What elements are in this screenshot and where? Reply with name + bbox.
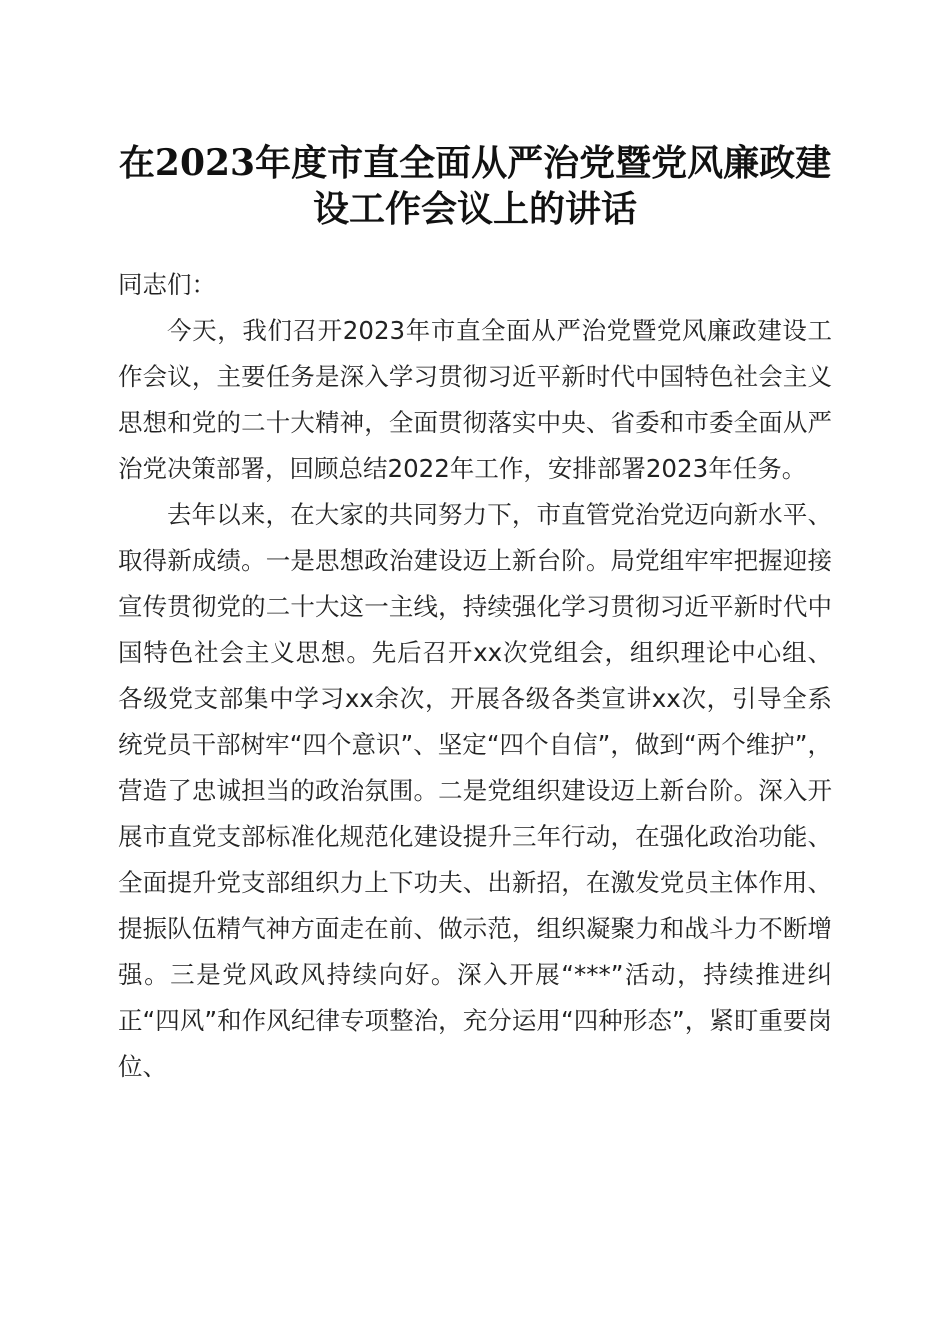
paragraph-2: 去年以来，在大家的共同努力下，市直管党治党迈向新水平、取得新成绩。一是思想政治建设迈上新台阶。局党组牢牢把握迎接宣传贯彻党的二十大这一主线，持续强化学习贯彻习近平新时代中国特色社会主义思想。先后召开xx次党组会，组织理论中心组、各级党支部集中学习xx余次，开展各级各类宣讲xx次，引导全系统党员干部树牢“四个意识”、坚定“四个自信”，做到“两个维护”，营造了忠诚担当的政治氛围。二是党组织建设迈上新台阶。深入开展市直党支部标准化规范化建设提升三年行动，在强化政治功能、全面提升党支部组织力上下功夫、出新招，在激发党员主体作用、提振队伍精气神方面走在前、做示范，组织凝聚力和战斗力不断增强。三是党风政风持续向好。深入开展“***”活动，持续推进纠正“四风”和作风纪律专项整治，充分运用“四种形态”，紧盯重要岗位、 [118, 500, 832, 1081]
title-line-1: 在2023年度市直全面从严治党暨党风廉政建 [118, 142, 832, 184]
paragraph-1: 今天，我们召开2023年市直全面从严治党暨党风廉政建设工作会议，主要任务是深入学习贯彻习近平新时代中国特色社会主义思想和党的二十大精神，全面贯彻落实中央、省委和市委全面从严治党决策部署，回顾总结2022年工作，安排部署2023年任务。 [118, 316, 832, 483]
salutation: 同志们： [118, 270, 216, 299]
title-line-2: 设工作会议上的讲话 [312, 188, 637, 230]
document-title [118, 140, 832, 232]
document-body [118, 250, 832, 1090]
